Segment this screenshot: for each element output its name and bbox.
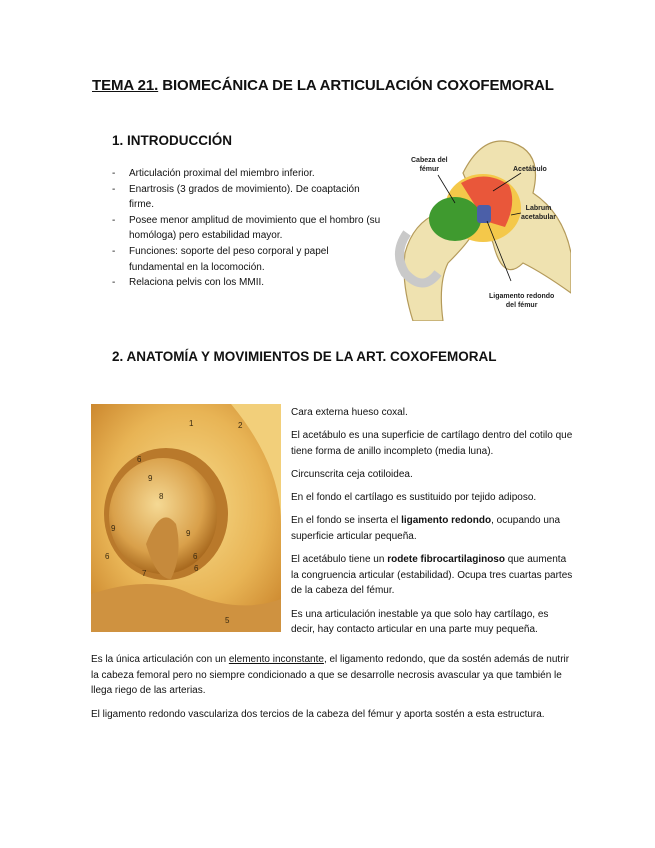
anatomy-paragraph (291, 405, 575, 421)
bottom-paragraph: El ligamento redondo vasculariza dos tercios de la cabeza del fémur y aporta sostén a esta estructura. (91, 708, 545, 720)
hip-joint-illustration (393, 133, 571, 321)
para-underline: elemento inconstante (228, 654, 324, 665)
bullet-item: - Articulación proximal del miembro inferior. (112, 166, 384, 182)
title-prefix: TEMA 21. (92, 77, 159, 94)
bottom-text-block (91, 652, 577, 730)
anatomy-paragraph (291, 490, 575, 506)
para-text: , ocupando una superficie articular pequeña. (291, 515, 561, 542)
para-text: El acetábulo es una superficie de cartílago dentro del cotilo que tiene forma de anillo incompleto (media luna). (291, 430, 573, 457)
para-bold: rodete fibrocartilaginoso (387, 554, 505, 566)
anatomy-paragraph (291, 607, 575, 638)
bullet-item: - Enartrosis (3 grados de movimiento). De coaptación firme. (112, 182, 384, 213)
label-labrum: Labrum acetabular (521, 205, 557, 221)
para-text: , el ligamento redondo, que da sostén además de nutrir la cabeza femoral pero no siempre condicionado a que se desarrolle necrosis avascular ya que también le llega riego de las arterias. (91, 654, 570, 697)
photo-number: 9 (148, 474, 153, 483)
femoral-head-shape (429, 197, 481, 241)
intro-bullet-list (112, 166, 384, 291)
para-text: Es una articulación inestable ya que solo hay cartílago, es decir, hay contacto articular en una parte muy pequeña. (291, 608, 549, 636)
para-text: Es la única articulación con un (91, 654, 229, 665)
para-text: Circunscrita ceja cotiloidea. (291, 468, 413, 480)
label-cabeza-femur: Cabeza del fémur (411, 157, 448, 173)
title-rest: BIOMECÁNICA DE LA ARTICULACIÓN COXOFEMORAL (158, 77, 554, 94)
photo-number: 6 (194, 564, 199, 573)
label-acetabulo: Acetábulo (513, 166, 547, 173)
section2-heading: 2. ANATOMÍA Y MOVIMIENTOS DE LA ART. COXOFEMORAL (112, 349, 497, 364)
acetabulum-photo (91, 404, 281, 632)
section1-heading: 1. INTRODUCCIÓN (112, 133, 233, 148)
photo-number: 9 (186, 529, 191, 538)
photo-number: 8 (159, 492, 164, 501)
para-text: que aumenta la congruencia articular (estabilidad). Ocupa tres cuartas partes de la cabeza del fémur. (291, 554, 573, 597)
bullet-item: - Funciones: soporte del peso corporal y papel fundamental en la locomoción. (112, 244, 384, 275)
anatomy-text-block (291, 405, 575, 645)
photo-number: 9 (111, 524, 116, 533)
photo-number: 5 (225, 616, 230, 625)
ligament-shape (477, 205, 491, 223)
para-text: En el fondo se inserta el (291, 515, 402, 527)
bottom-paragraph (91, 652, 577, 699)
para-bold: ligamento redondo (401, 515, 492, 527)
photo-number: 6 (105, 552, 110, 561)
photo-number: 6 (137, 455, 142, 464)
para-text: El acetábulo tiene un (291, 554, 388, 566)
para-text: Cara externa hueso coxal. (291, 407, 408, 418)
anatomy-paragraph (291, 428, 575, 459)
anatomy-paragraph (291, 467, 575, 483)
photo-number: 6 (193, 552, 198, 561)
photo-number: 1 (189, 419, 194, 428)
bullet-item: - Posee menor amplitud de movimiento que el hombro (su homóloga) pero estabilidad mayor. (112, 213, 384, 244)
anatomy-paragraph (291, 552, 575, 599)
photo-number: 7 (142, 569, 147, 578)
acetabulum-photo-svg (91, 404, 281, 632)
page-title (92, 77, 554, 94)
bullet-item: - Relaciona pelvis con los MMII. (112, 275, 384, 291)
anatomy-paragraph (291, 513, 575, 544)
label-ligamento: Ligamento redondo del fémur (489, 293, 555, 309)
photo-number: 2 (238, 421, 243, 430)
para-text: En el fondo el cartílago es sustituido por tejido adiposo. (291, 492, 537, 504)
